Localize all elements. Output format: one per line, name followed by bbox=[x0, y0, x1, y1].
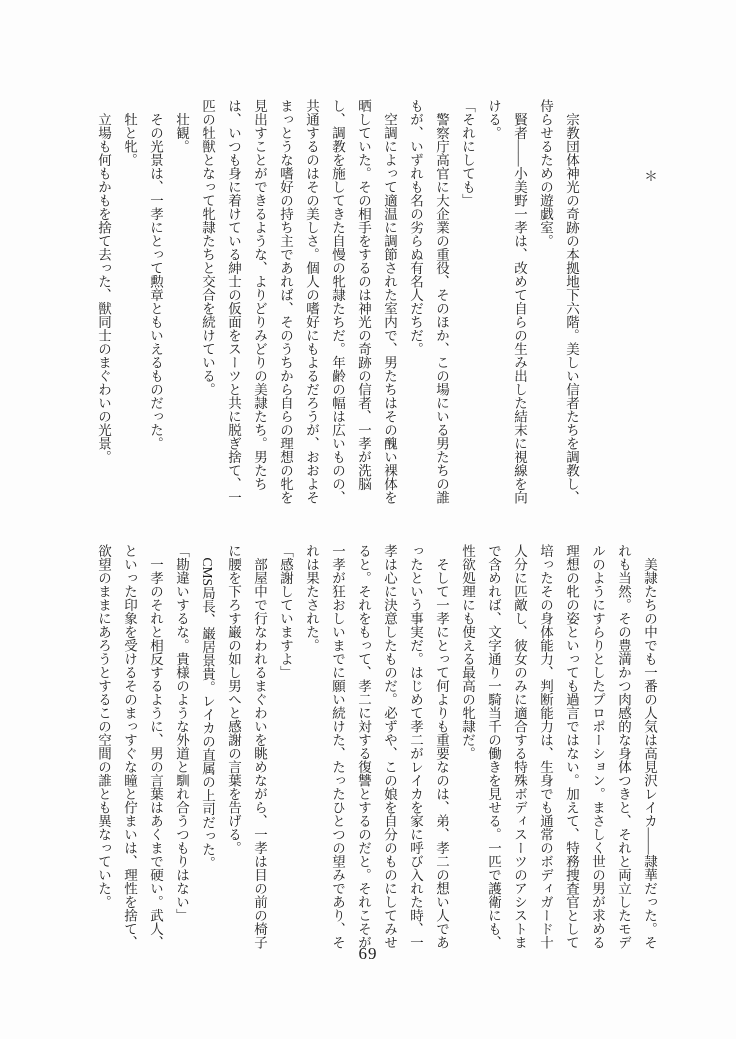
text-line: は、いつも身に着けている紳士の仮面をスーツと共に脱ぎ捨て、一 bbox=[226, 99, 241, 504]
text-line: 一孝のそれと相反するように、男の言葉はあくまで硬い。武人、 bbox=[148, 544, 163, 949]
text-line: 培ったその身体能力、判断能力は、生身でも通常のボディガード十 bbox=[538, 544, 553, 949]
text-line: に腰を下ろす巌の如し男へと感謝の言葉を告げる。 bbox=[226, 544, 241, 855]
text-line: 一孝が狂おしいまでに願い続けた、たったひとつの望みであり、そ bbox=[330, 544, 345, 949]
text-line: で含めれば、文字通り一騎当千の働きを見せる。一匹で護衛にも、 bbox=[486, 544, 501, 949]
text-line: れも当然。その豊満かつ肉感的な身体つきと、それと両立したモデ bbox=[616, 544, 631, 949]
section-divider: ＊ bbox=[642, 169, 657, 183]
text-line: 孝は心に決意したものだ。必ずや、この娘を自分のものにしてみせ bbox=[382, 544, 397, 949]
text-line: ると。それをもって、孝二に対する復讐とするのだと。それこそが bbox=[356, 544, 371, 949]
page-number: 69 bbox=[358, 944, 378, 963]
text-line: し、調教を施してきた自慢の牝隷たちだ。年齢の幅は広いものの、 bbox=[330, 99, 345, 504]
text-line: れは果たされた。 bbox=[304, 544, 319, 652]
text-line: 立場も何もかもを捨て去った、獣同士のまぐわいの光景。 bbox=[96, 99, 111, 464]
text-line: 宗教団体神光の奇跡の本拠地下六階。美しい信者たちを調教し、 bbox=[564, 99, 579, 504]
text-line: 「感謝していますよ」 bbox=[278, 544, 293, 679]
upper-text-block bbox=[90, 99, 662, 509]
text-line: 「勘違いするな。貴様のような外道と馴れ合うつもりはない」 bbox=[174, 544, 189, 922]
text-line: 「それにしても」 bbox=[460, 99, 475, 207]
text-line: 共通するのはその美しさ。個人の嗜好にもよるだろうが、おおよそ bbox=[304, 99, 319, 504]
text-line: 人分に匹敵し、彼女のみに適合する特殊ボディスーツのアシストま bbox=[512, 544, 527, 949]
text-line: 理想の牝の姿といっても過言ではない。加えて、特務捜査官として bbox=[564, 544, 579, 949]
text-line: まっとうな嗜好の持ち主であれば、そのうちから自らの理想の牝を bbox=[278, 99, 293, 504]
text-line: 匹の牡獣となって牝隷たちと交合を続けている。 bbox=[200, 99, 215, 396]
text-line: 性欲処理にも使える最高の牝隷だ。 bbox=[460, 544, 475, 760]
text-line: といった印象を受けるそのまっすぐな瞳と佇まいは、理性を捨て、 bbox=[122, 544, 137, 949]
text-line: 晒していた。その相手をするのは神光の奇跡の信者、一孝が洗脳 bbox=[356, 99, 371, 491]
text-line: もが、いずれも名の劣らぬ有名人だちだ。 bbox=[408, 99, 423, 356]
text-line: 欲望のままにあろうとするこの空間の誰とも異なっていた。 bbox=[96, 544, 111, 909]
lower-text-block bbox=[90, 544, 662, 954]
text-line: ける。 bbox=[486, 99, 501, 140]
text-line: 牡と牝。 bbox=[122, 99, 137, 167]
text-line: 見出すことができるような、よりどりみどりの美隷たち。男たち bbox=[252, 99, 267, 491]
text-line: 部屋中で行なわれるまぐわいを眺めながら、一孝は目の前の椅子 bbox=[252, 544, 267, 949]
text-line: 警察庁高官に大企業の重役、そのほか、この場にいる男たちの誰 bbox=[434, 99, 449, 504]
text-line: 壮観。 bbox=[174, 99, 189, 153]
text-line: ルのようにすらりとしたプロポーション。まさしく世の男が求める bbox=[590, 544, 605, 949]
text-line: 空調によって適温に調節された室内で、男たちはその醜い裸体を bbox=[382, 99, 397, 504]
text-line: 美隷たちの中でも一番の人気は高見沢レイカ——隷華だった。そ bbox=[642, 544, 657, 949]
text-line: 侍らせるための遊戯室。 bbox=[538, 99, 553, 248]
text-line: CMS局長、巌居景貴。レイカの直属の上司だった。 bbox=[200, 544, 215, 870]
text-line: ったという事実だ。はじめて孝二がレイカを家に呼び入れた時、一 bbox=[408, 544, 423, 949]
text-line: その光景は、一孝にとって勲章ともいえるものだった。 bbox=[148, 99, 163, 450]
text-line: 賢者——小美野一孝は、改めて自らの生み出した結末に視線を向 bbox=[512, 99, 527, 504]
text-line: そして一孝にとって何よりも重要なのは、弟、孝二の想い人であ bbox=[434, 544, 449, 949]
